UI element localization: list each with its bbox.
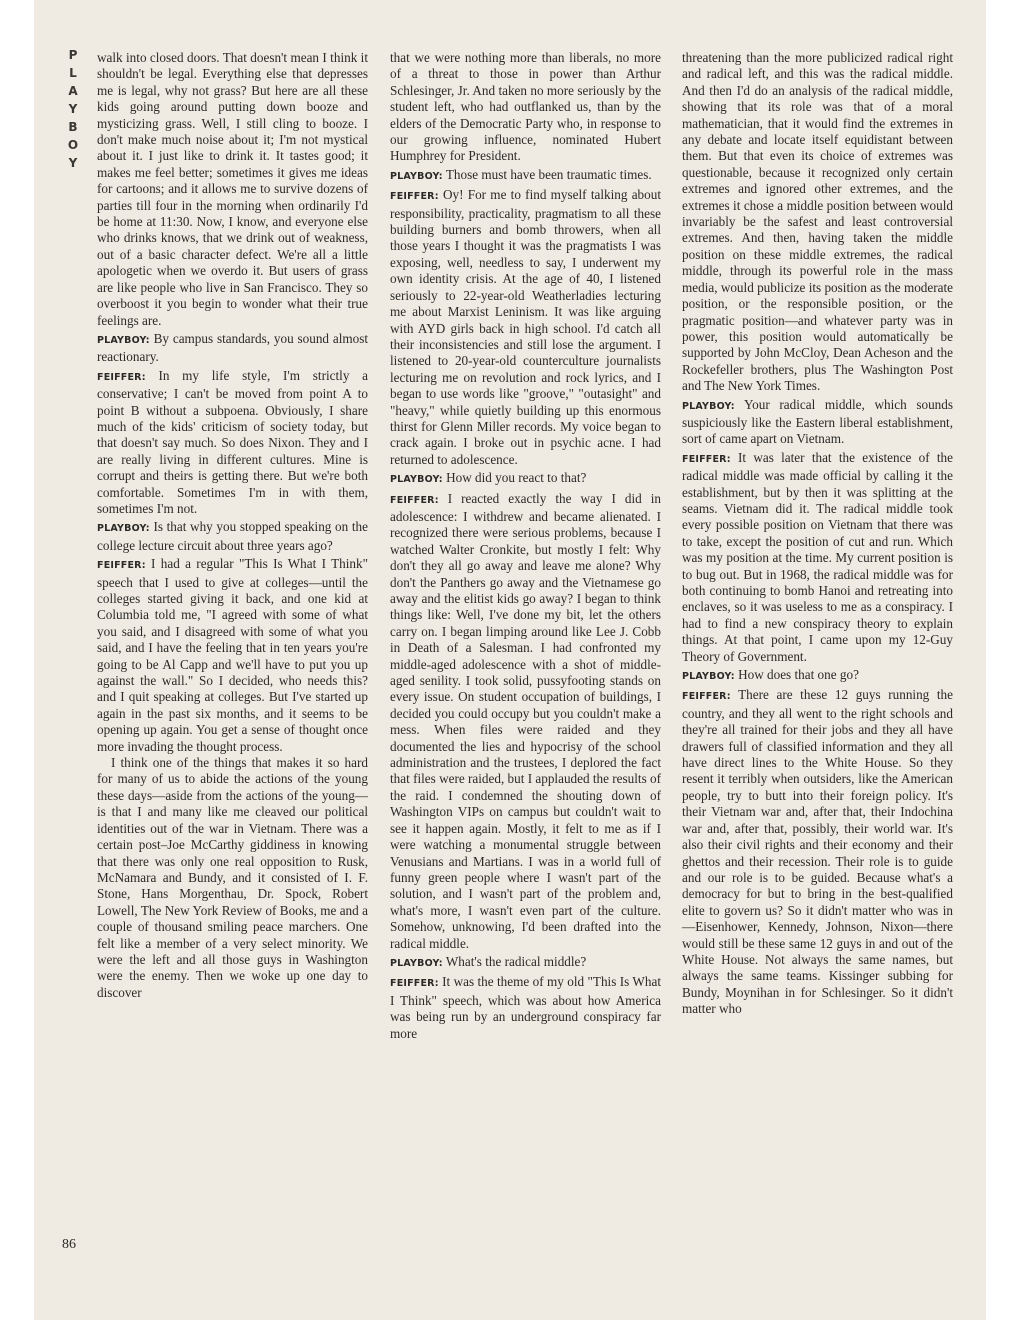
interview-question xyxy=(390,954,661,972)
speaker-label: PLAYBOY: xyxy=(682,400,735,412)
masthead-letter: L xyxy=(69,66,77,80)
speaker-label: PLAYBOY: xyxy=(682,671,735,683)
paragraph-text: By campus standards, you sound almost reactionary. xyxy=(97,330,369,365)
speaker-label: FEIFFER: xyxy=(390,494,439,506)
paragraph-text: Those must have been traumatic times. xyxy=(445,166,652,182)
paragraph-text: I think one of the things that makes it so hard for many of us to abide the actions of the young these days—aside from the actions of the young—is that I and many like me cleaved our political identities out of the war in Vietnam. There was a certain post–Joe McCarthy giddiness in knowing that there was only one real opposition to Rusk, McNamara and Bundy, and it consisted of I. F. Stone, Hans Morgenthau, Dr. Spock, Robert Lowell, The New York Review of Books, me and a couple of thousand smiling peace marchers. One felt like a member of a very select minority. We were the left and all those guys in Washington were the enemy. Then we woke up one day to discover xyxy=(97,755,368,1000)
page-number: 86 xyxy=(62,1237,76,1252)
speaker-label: PLAYBOY: xyxy=(97,523,150,535)
interview-answer xyxy=(390,974,661,1042)
paragraph-text: How does that one go? xyxy=(738,667,859,683)
text-column-3 xyxy=(682,50,953,1018)
interview-question xyxy=(390,167,661,185)
paragraph-text: Is that why you stopped speaking on the college lecture circuit about three years ago? xyxy=(97,519,368,553)
paragraph-text: I reacted exactly the way I did in adolescence: I withdrew and became alienated. I recognized there were serious problems, because I watched Walter Cronkite, but mostly I felt: Why don't they all go away and leave me alone? Why don't the Panthers go away and the Vietnamese go away and the elitist kids go away? I began to think things like: Well, I've done my bit, let the others carry on. I began limping around like Lee J. Cobb in Death of a Salesman. I had confronted my middle-aged adolescence with a shot of middle-aged senility. I took solid, pussyfooting stands on every issue. On student occupation of buildings, I decided you could occupy but you couldn't make a mess. When files were raided and they documented the lies and hypocrisy of the school administration and the trustees, I deplored the fact that files were raided, but I applauded the results of the raid. I condemned the shouting down of Washington VIPs on campus but couldn't wait to see it happen again. Mostly, it felt to me as if I were watching a monumental struggle between Venusians and Martians. I was in a world full of funny green people where I wasn't part of the solution, and I wasn't part of the problem and, what's more, I wasn't even part of the culture. Somehow, unknowing, I'd been drafted into the radical middle. xyxy=(390,490,661,951)
paragraph xyxy=(97,50,368,329)
paragraph-text: that we were nothing more than liberals, no more of a threat to those in power than Arthur Schlesinger, Jr. And taken no more seriously by the student left, who had outflanked us, than by the elders of the Democratic Party who, in response to our growing influence, nominated Hubert Humphrey for President. xyxy=(390,50,661,164)
interview-question xyxy=(682,397,953,448)
interview-question xyxy=(97,519,368,554)
paragraph-text: walk into closed doors. That doesn't mean I think it shouldn't be legal. Everything else that depresses me is legal, why not grass? But here are all these kids going around putting down booze and mysticizing grass. Well, I still cling to booze. I don't make much noise about it; I'm not mystical about it. I just like to drink it. It tastes good; it makes me feel better; sometimes it gives me ideas for cartoons; and it allows me to survive dozens of parties till four in the morning when ordinarily I'd be home at 11:30. Now, I know, and everyone else who drinks knows, that we drink out of weakness, out of a basic character defect. We're all a little apologetic when we overdo it. But users of grass are like people who live in San Francisco. They so overboost it you begin to wonder what their true feelings are. xyxy=(97,50,368,328)
masthead-letter: Y xyxy=(68,102,78,116)
interview-answer xyxy=(97,556,368,755)
paragraph xyxy=(682,50,953,395)
masthead-letter: Y xyxy=(68,156,78,170)
playboy-masthead xyxy=(66,46,80,172)
interview-answer xyxy=(390,187,661,468)
paragraph-text: threatening than the more publicized radical right and radical left, and this was the radical middle. And then I'd do an analysis of the radical middle, showing that its role was that of a moral mathematician, that it would find the extremes in any debate and locate itself equidistant between them. But that even its choice of extremes was questionable, because it recognized only certain extremes and ignored other extremes, and the extremes it chose a middle position between would invariably be the safest and least controversial extremes. And then, having taken the middle position on these middle extremes, the radical middle, through its powerful role in the mass media, would publicize its position as the moderate position, or the responsible position, or the pragmatic position—and whatever party was in power, this position would automatically be supported by John McCloy, Dean Acheson and the Rockefeller brothers, plus The Washington Post and The New York Times. xyxy=(682,50,954,394)
masthead-letter: O xyxy=(67,138,79,152)
interview-question xyxy=(682,667,953,685)
speaker-label: FEIFFER: xyxy=(390,191,439,203)
masthead-letter: A xyxy=(68,84,78,98)
paragraph-text: How did you react to that? xyxy=(446,470,587,486)
speaker-label: FEIFFER: xyxy=(390,978,439,990)
speaker-label: PLAYBOY: xyxy=(390,957,443,969)
paragraph-text: In my life style, I'm strictly a conservative; I can't be moved from point A to point B without a subpoena. Obviously, I share much of the kids' criticism of society today, but that doesn't say much. So does Nixon. They and I are really living in different cultures. Mine is corrupt and theirs is getting there. But we're both comfortable. Sometimes I'm in with them, sometimes I'm not. xyxy=(97,367,369,516)
paragraph-text: What's the radical middle? xyxy=(445,953,587,969)
interview-answer xyxy=(682,687,953,1017)
speaker-label: PLAYBOY: xyxy=(390,170,443,182)
interview-question xyxy=(390,470,661,488)
interview-answer xyxy=(97,368,368,518)
text-column-2 xyxy=(390,50,661,1042)
masthead-letter: B xyxy=(68,120,78,134)
interview-answer xyxy=(390,491,661,952)
text-column-1 xyxy=(97,50,368,1001)
paragraph-text: There are these 12 guys running the country, and they all went to the right schools and they're all trained for their jobs and they all have drawers full of classified information and they all have direct lines to the White House. So they resent it terribly when outsiders, like the American people, try to butt into their foreign policy. It's their Vietnam war and, after that, their Indochina war and, after that, possibly, their world war. It's also their civil rights and their economy and their ghettos and their recession. Their role is to guide and our role is to be guided. Because what's a democracy for but to bring in the best-qualified elite to govern us? So it didn't matter who was in—Eisenhower, Kennedy, Johnson, Nixon—there would still be these same 12 guys in and out of the White House. Not always the same names, but always the same teams. Kissinger subbing for Bundy, Moynihan in for Schlesinger. So it didn't matter who xyxy=(682,687,953,1017)
paragraph xyxy=(97,755,368,1001)
speaker-label: FEIFFER: xyxy=(682,453,731,465)
speaker-label: FEIFFER: xyxy=(682,691,731,703)
paragraph-text: I had a regular "This Is What I Think" speech that I used to give at colleges—until the colleges started giving it back, and one kid at Columbia told me, "I agreed with some of what you said, and I disagreed with some of what you said, and I have the feeling that in ten years you're going to be Al Capp and we'll have to put you up against the wall." So I decided, who needs this? and I quit speaking at colleges. But I've started up again in the past six months, and it seems to be opening up again. You get a sense of thought once more invading the thought process. xyxy=(97,556,368,754)
speaker-label: FEIFFER: xyxy=(97,560,146,572)
paragraph xyxy=(390,50,661,165)
speaker-label: PLAYBOY: xyxy=(390,474,443,486)
speaker-label: PLAYBOY: xyxy=(97,334,150,346)
paragraph-text: It was later that the existence of the radical middle was made official by calling it the establishment, but by then it was splitting at the seams. Vietnam did it. The radical middle took every possible position on Vietnam that there was to take, except the position of cut and run. Which was my position at the time. My current position is to bug out. But in 1968, the radical middle was for both continuing to bomb Hanoi and retreating into enclaves, so it was useless to me as a conspiracy. I had to find a new conspiracy theory to explain things. At that point, I came upon my 12-Guy Theory of Government. xyxy=(682,449,953,664)
paragraph-text: Oy! For me to find myself talking about responsibility, practicality, pragmatism to all these building burners and bomb throwers, when all those years I thought it was the pragmatists I was exposing, well, needless to say, I underwent my own identity crisis. At the age of 40, I listened seriously to 22-year-old Weatherladies lecturing me about Marxist Leninism. It was like arguing with AYD girls back in high school. I'd catch all their inconsistencies and still lose the argument. I listened to 20-year-old counterculture journalists lecturing me on revolution and rock lyrics, and I began to use words like "groove," "outasight" and "heavy," while quietly building up this enormous thirst for Glenn Miller records. My voice began to crack again. I broke out in psychic acne. I had returned to adolescence. xyxy=(390,187,662,467)
speaker-label: FEIFFER: xyxy=(97,371,146,383)
interview-answer xyxy=(682,450,953,665)
paragraph-text: It was the theme of my old "This Is What I Think" speech, which was about how America was being run by an underground conspiracy far more xyxy=(390,974,661,1041)
paragraph-text: Your radical middle, which sounds suspiciously like the Eastern liberal establishment, sort of came apart on Vietnam. xyxy=(682,396,953,447)
masthead-letter: P xyxy=(68,48,78,62)
interview-question xyxy=(97,331,368,366)
